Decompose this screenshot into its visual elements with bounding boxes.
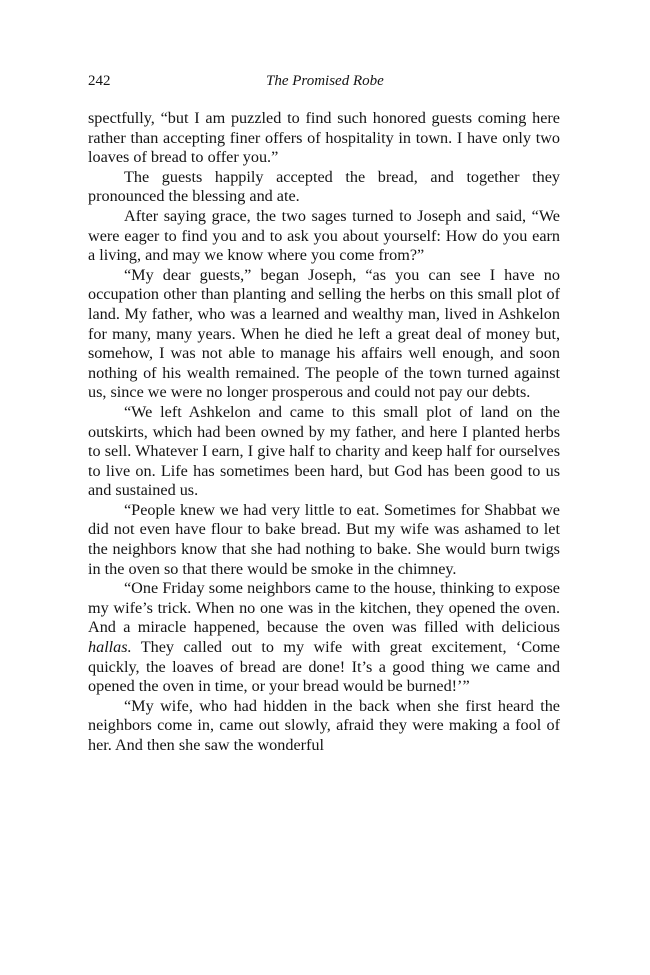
paragraph: “My wife, who had hidden in the back when she first heard the neighbors come in, came out slowly, afraid they were making a fool of her. And then she saw the wonderful <box>88 696 560 754</box>
paragraph: “My dear guests,” began Joseph, “as you can see I have no occupation other than planting and selling the herbs on this small plot of land. My father, who was a learned and wealthy man, lived in Ashkelon for many, many years. When he died he left a great deal of money but, somehow, I was not able to manage his affairs well enough, and soon nothing of his wealth remained. The people of the town turned against us, since we were no longer prosperous and could not pay our debts. <box>88 265 560 402</box>
body-text <box>88 109 560 756</box>
page-number: 242 <box>88 73 111 89</box>
running-header <box>88 70 560 92</box>
paragraph <box>88 579 560 697</box>
emphasized-word: hallas. <box>88 638 132 657</box>
paragraph: After saying grace, the two sages turned to Joseph and said, “We were eager to find you and to ask you about yourself: How do you earn a living, and may we know where you come from?” <box>88 206 560 265</box>
paragraph-text: “One Friday some neighbors came to the house, thinking to expose my wife’s trick. When no one was in the kitchen, they opened the oven. And a miracle happened, because the oven was filled with delicious <box>88 579 560 637</box>
book-page <box>88 70 560 756</box>
paragraph: “People knew we had very little to eat. Sometimes for Shabbat we did not even have flour to bake bread. But my wife was ashamed to let the neighbors know that she had nothing to bake. She would burn twigs in the oven so that there would be smoke in the chimney. <box>88 500 560 578</box>
running-title: The Promised Robe <box>266 73 384 89</box>
paragraph: “We left Ashkelon and came to this small plot of land on the outskirts, which had been owned by my father, and here I planted herbs to sell. Whatever I earn, I give half to charity and keep half for ourselves to live on. Life has sometimes been hard, but God has been good to us and sustained us. <box>88 402 560 500</box>
paragraph-text: They called out to my wife with great excitement, ‘Come quickly, the loaves of bread are done! It’s a good thing we came and opened the oven in time, or your bread would be burned!’” <box>88 638 560 696</box>
paragraph: spectfully, “but I am puzzled to find such honored guests coming here rather than accepting finer offers of hospitality in town. I have only two loaves of bread to offer you.” <box>88 109 560 167</box>
paragraph: The guests happily accepted the bread, and together they pronounced the blessing and ate. <box>88 167 560 206</box>
